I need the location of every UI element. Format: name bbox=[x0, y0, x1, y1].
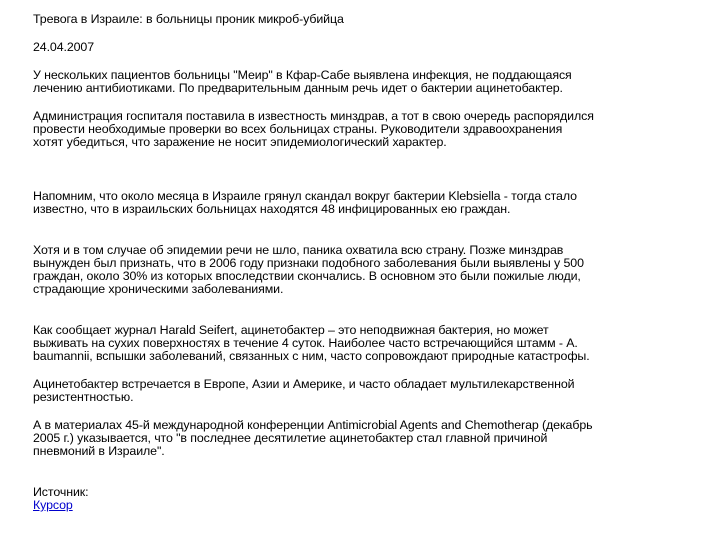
paragraph-line: выживать на сухих поверхностях в течение 4 суток. Наиболее часто встречающийся штамм - A. bbox=[33, 336, 578, 350]
source-block bbox=[33, 486, 717, 512]
source-label: Источник: bbox=[33, 485, 89, 499]
paragraph-6 bbox=[33, 378, 717, 404]
paragraph-line: пневмоний в Израиле". bbox=[33, 444, 165, 458]
paragraph-line: 2005 г.) указывается, что "в последнее десятилетие ацинетобактер стал главной причиной bbox=[33, 431, 548, 445]
paragraph-line: страдающие хроническими заболеваниями. bbox=[33, 282, 284, 296]
paragraph-line: лечению антибиотиками. По предварительным данным речь идет о бактерии ацинетобактер. bbox=[33, 81, 563, 95]
paragraph-line: А в материалах 45-й международной конференции Antimicrobial Agents and Chemotherap (декабрь bbox=[33, 418, 593, 432]
paragraph-line: резистентностью. bbox=[33, 390, 134, 404]
paragraph-line: вынужден был признать, что в 2006 году признаки подобного заболевания были выявлены у 500 bbox=[33, 256, 584, 270]
paragraph-2 bbox=[33, 110, 717, 149]
paragraph-line: Напомним, что около месяца в Израиле грянул скандал вокруг бактерии Klebsiella - тогда стало bbox=[33, 189, 577, 203]
paragraph-5 bbox=[33, 324, 717, 363]
paragraph-line: Хотя и в том случае об эпидемии речи не шло, паника охватила всю страну. Позже минздрав bbox=[33, 243, 564, 257]
paragraph-line: хотят убедиться, что заражение не носит эпидемиологический характер. bbox=[33, 135, 447, 149]
paragraph-line: baumannii, вспышки заболеваний, связанных с ним, часто сопровождают природные катастрофы. bbox=[33, 349, 590, 363]
source-link[interactable]: Курсор bbox=[33, 498, 73, 512]
paragraph-line: Как сообщает журнал Harald Seifert, ацинетобактер – это неподвижная бактерия, но может bbox=[33, 323, 549, 337]
paragraph-line: провести необходимые проверки во всех больницах страны. Руководители здравоохранения bbox=[33, 122, 563, 136]
paragraph-line: известно, что в израильских больницах находятся 48 инфицированных ею граждан. bbox=[33, 202, 511, 216]
paragraph-4 bbox=[33, 244, 717, 296]
paragraph-line: граждан, около 30% из которых впоследствии скончались. В основном это были пожилые люди, bbox=[33, 269, 581, 283]
paragraph-line: Ацинетобактер встречается в Европе, Азии и Америке, и часто обладает мультилекарственной bbox=[33, 377, 575, 391]
article-title: Тревога в Израиле: в больницы проник микроб-убийца bbox=[33, 12, 344, 26]
article bbox=[33, 10, 717, 512]
article-date: 24.04.2007 bbox=[33, 40, 95, 54]
paragraph-7 bbox=[33, 419, 717, 458]
paragraph-1 bbox=[33, 69, 717, 95]
paragraph-line: Администрация госпиталя поставила в известность минздрав, а тот в свою очередь распорядился bbox=[33, 109, 594, 123]
paragraph-3 bbox=[33, 190, 717, 216]
paragraph-line: У нескольких пациентов больницы "Меир" в Кфар-Сабе выявлена инфекция, не поддающаяся bbox=[33, 68, 572, 82]
